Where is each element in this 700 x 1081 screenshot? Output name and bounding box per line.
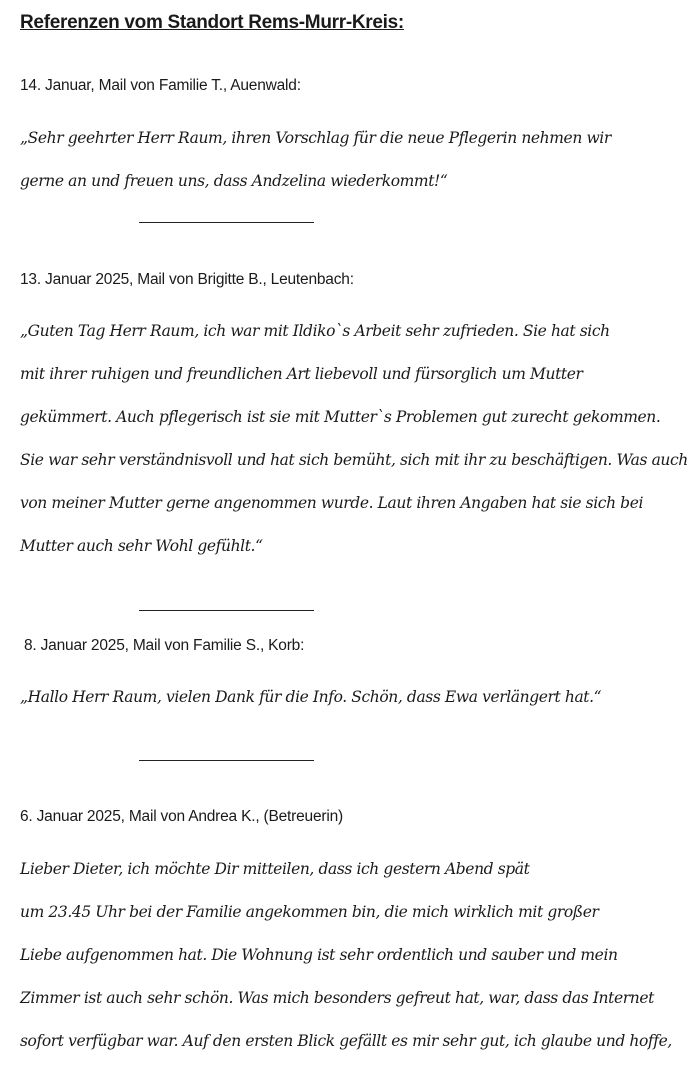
reference-text-line: um 23.45 Uhr bei der Familie angekommen bin, die mich wirklich mit großer bbox=[20, 903, 599, 921]
reference-text-line: von meiner Mutter gerne angenommen wurde. Laut ihren Angaben hat sie sich bei bbox=[20, 494, 644, 512]
separator-line bbox=[139, 760, 314, 761]
reference-header: 13. Januar 2025, Mail von Brigitte B., Leutenbach: bbox=[20, 271, 354, 288]
reference-text-line: Liebe aufgenommen hat. Die Wohnung ist sehr ordentlich und sauber und mein bbox=[20, 946, 618, 964]
reference-header: 8. Januar 2025, Mail von Familie S., Korb: bbox=[24, 637, 305, 654]
reference-text-line: gerne an und freuen uns, dass Andzelina wiederkommt!“ bbox=[20, 172, 448, 190]
separator-line bbox=[139, 610, 314, 611]
reference-header: 6. Januar 2025, Mail von Andrea K., (Betreuerin) bbox=[20, 808, 343, 825]
page-title: Referenzen vom Standort Rems-Murr-Kreis: bbox=[20, 12, 404, 33]
reference-text-line: „Sehr geehrter Herr Raum, ihren Vorschlag für die neue Pflegerin nehmen wir bbox=[20, 129, 611, 147]
reference-text-line: „Guten Tag Herr Raum, ich war mit Ildiko`s Arbeit sehr zufrieden. Sie hat sich bbox=[20, 322, 610, 340]
reference-text-line: Sie war sehr verständnisvoll und hat sich bemüht, sich mit ihr zu beschäftigen. Was auch bbox=[20, 451, 688, 469]
reference-text-line: gekümmert. Auch pflegerisch ist sie mit Mutter`s Problemen gut zurecht gekommen. bbox=[20, 408, 661, 426]
reference-header: 14. Januar, Mail von Familie T., Auenwald: bbox=[20, 77, 301, 94]
reference-text-line: mit ihrer ruhigen und freundlichen Art liebevoll und fürsorglich um Mutter bbox=[20, 365, 583, 383]
reference-text-line: Mutter auch sehr Wohl gefühlt.“ bbox=[20, 537, 263, 555]
reference-text-line: sofort verfügbar war. Auf den ersten Blick gefällt es mir sehr gut, ich glaube und hoffe, bbox=[20, 1032, 672, 1050]
reference-text-line: Zimmer ist auch sehr schön. Was mich besonders gefreut hat, war, dass das Internet bbox=[20, 989, 654, 1007]
reference-text-line: „Hallo Herr Raum, vielen Dank für die Info. Schön, dass Ewa verlängert hat.“ bbox=[20, 688, 602, 706]
reference-text-line: Lieber Dieter, ich möchte Dir mitteilen, dass ich gestern Abend spät bbox=[20, 860, 530, 878]
separator-line bbox=[139, 222, 314, 223]
